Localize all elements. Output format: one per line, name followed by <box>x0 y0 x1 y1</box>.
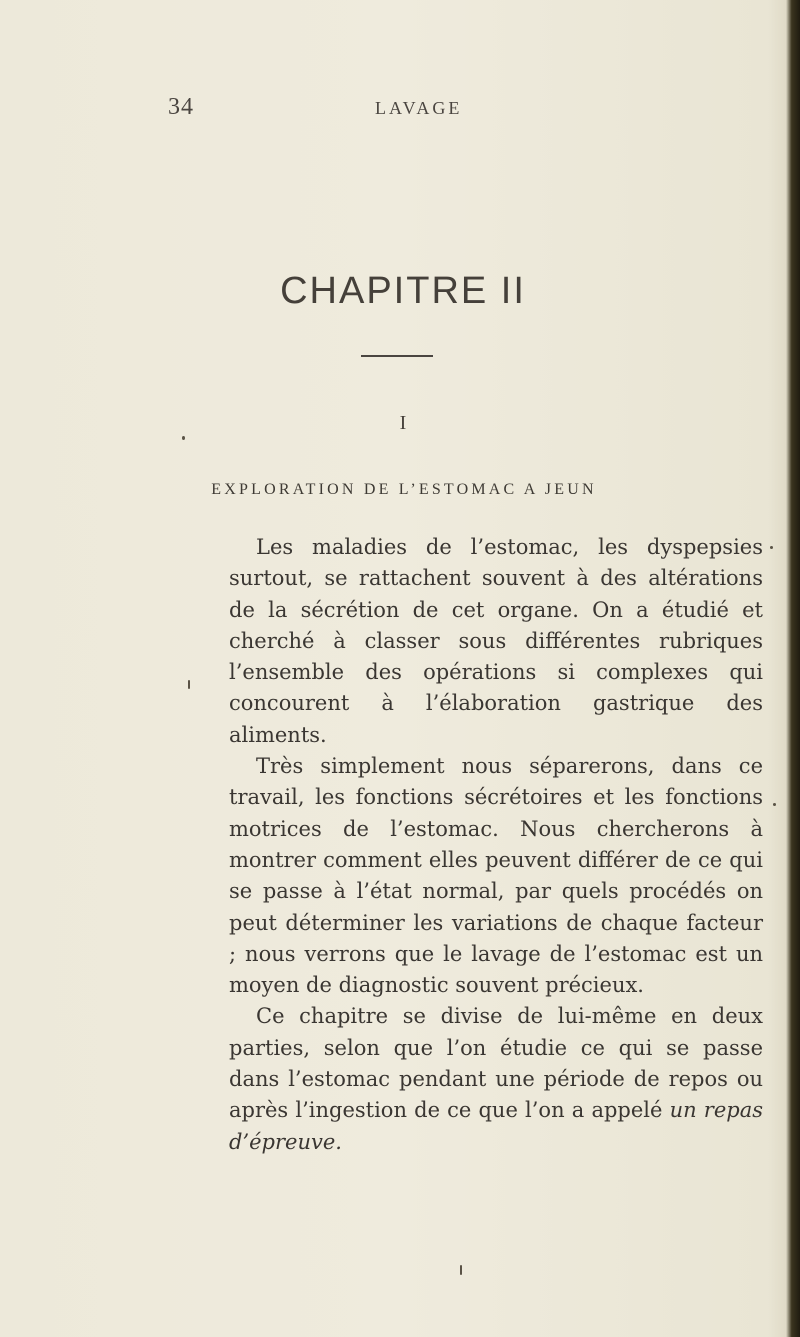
paragraph-2 <box>229 751 763 1001</box>
chapter-rule-divider <box>361 355 433 357</box>
section-title: EXPLORATION DE L’ESTOMAC A JEUN <box>211 481 597 498</box>
body-text <box>229 532 763 1158</box>
paragraph-1-text: Les maladies de l’estomac, les dyspepsies surtout, se rattachent souvent à des altérations de la sécrétion de cet organe. On a étudié et cherché à classer sous différentes rubriques l’ensemble des opérations si complexes qui concourent à l’élaboration gastrique des aliments. <box>229 535 763 747</box>
paper-speck-mark <box>460 1265 462 1275</box>
paragraph-3 <box>229 1001 763 1157</box>
paragraph-3-italic-tail: un repas d’épreuve. <box>229 1098 763 1154</box>
paragraph-1 <box>229 532 763 751</box>
paper-speck-mark <box>182 436 185 440</box>
page-number: 34 <box>168 94 194 120</box>
section-number: I <box>399 412 407 434</box>
chapter-title: CHAPITRE II <box>280 270 526 312</box>
page-edge-shadow <box>786 0 800 1337</box>
running-head <box>0 94 800 124</box>
paragraph-3-text: Ce chapitre se divise de lui-même en deux parties, selon que l’on étudie ce qui se passe dans l’estomac pendant une période de repos ou après l’ingestion de ce que l’on a appelé <box>229 1004 763 1123</box>
paragraph-2-text: Très simplement nous séparerons, dans ce travail, les fonctions sécrétoires et les fonctions motrices de l’estomac. Nous chercherons à montrer comment elles peuvent différer de ce qui se passe à l’état normal, par quels procédés on peut déterminer les variations de chaque facteur ; nous verrons que le lavage de l’estomac est un moyen de diagnostic souvent précieux. <box>229 754 763 998</box>
paper-speck-mark <box>188 680 190 689</box>
running-title: LAVAGE <box>375 98 463 118</box>
paper-speck-mark <box>773 803 776 806</box>
paper-speck-mark <box>770 546 773 549</box>
